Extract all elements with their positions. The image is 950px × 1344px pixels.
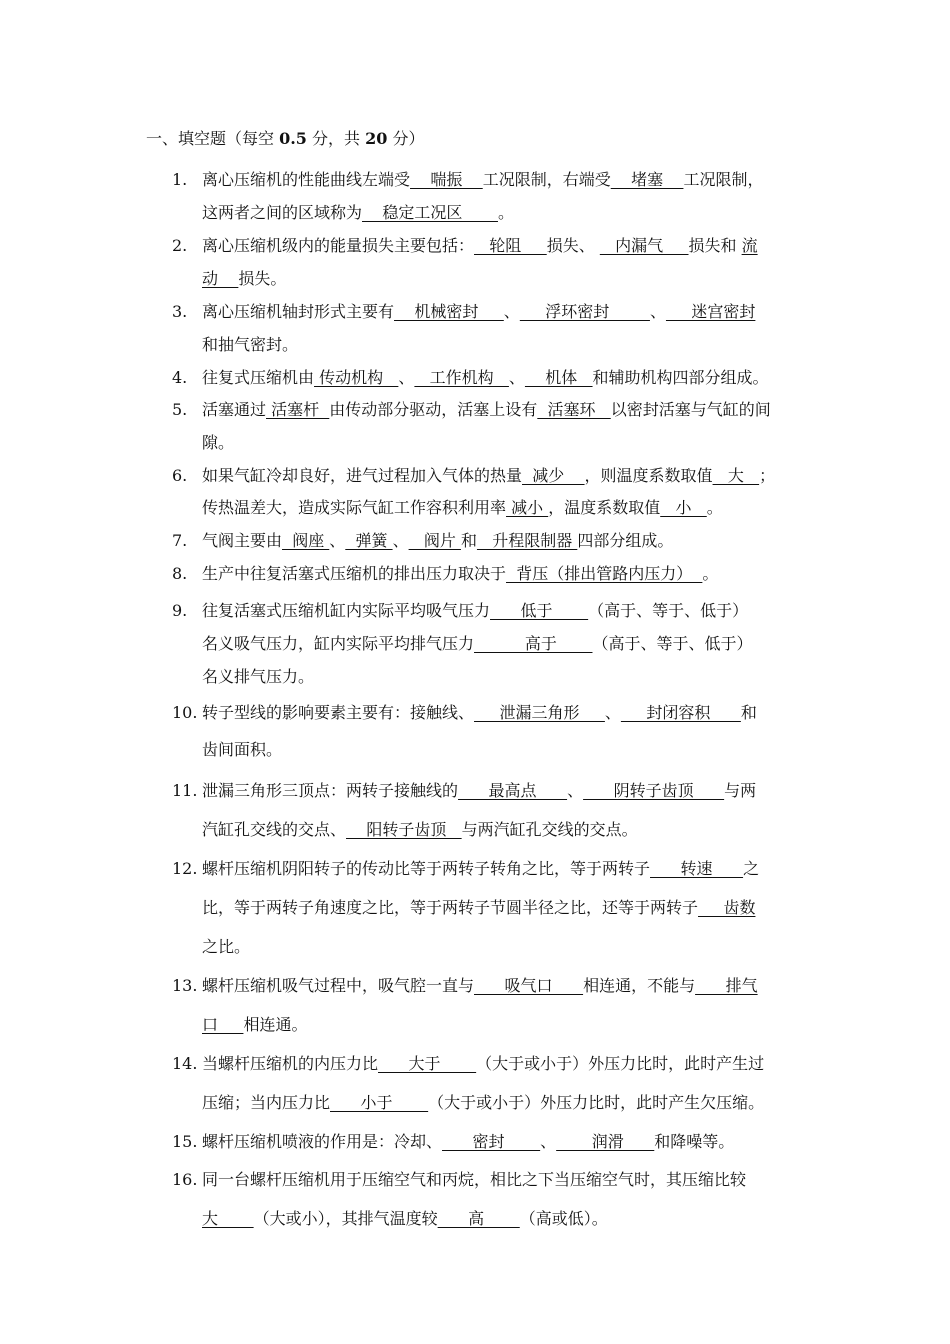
question-number: 16. [172,1170,198,1189]
question-number: 2. [172,236,188,255]
question-text: 往复活塞式压缩机缸内实际平均吸气压力 [202,601,491,620]
question-text: 同一台螺杆压缩机用于压缩空气和丙烷，相比之下当压缩空气时，其压缩比较 [202,1170,747,1189]
question-text: （大或小），其排气温度较 [253,1209,438,1228]
question-line [202,464,775,488]
answer-blank: 吸气口 [474,976,584,995]
answer-blank: 齿数 [698,898,756,917]
answer-blank: 润滑 [556,1132,655,1151]
question-number: 15. [172,1132,198,1151]
answer-blank: 口 [202,1015,244,1034]
section-points-per-blank: 0.5 [279,129,307,148]
section-title-suffix: 分） [387,129,425,148]
answer-blank: 大 [202,1209,254,1228]
question-text: 以密封活塞与气缸的间 [610,400,771,419]
answer-blank: 阀座 [282,531,330,550]
question-line [202,1091,764,1115]
question-text: 名义排气压力。 [202,667,315,686]
question-text: 传热温差大，造成实际气缸工作容积利用率 [202,498,507,517]
answer-blank: 大 [712,466,760,485]
question-text: （高于、等于、低于） [588,601,749,620]
question-line [202,333,298,357]
question-line [202,857,759,881]
answer-blank: 动 [202,269,239,288]
section-total-points: 20 [365,129,388,148]
question-number: 8. [172,564,188,583]
answer-blank: 机械密封 [394,302,504,321]
question-number: 11. [172,781,198,800]
question-line [202,818,638,842]
question-line [202,935,250,959]
answer-blank: 稳定工况区 [362,203,498,222]
answer-blank: 升程限制器 [476,531,578,550]
question-number: 6. [172,466,188,485]
question-line [202,366,769,390]
question-text: 和降噪等。 [654,1132,735,1151]
question-line [202,665,314,689]
question-line [202,779,756,803]
question-text: 、 [503,302,520,321]
answer-blank: 大于 [378,1054,477,1073]
question-text: 泄漏三角形三顶点：两转子接触线的 [202,781,459,800]
question-line [202,562,718,586]
answer-blank: 内漏气 [599,236,689,255]
question-line [202,1207,608,1231]
question-text: 当螺杆压缩机的内压力比 [202,1054,379,1073]
question-text: 与两汽缸孔交线的交点。 [461,820,638,839]
answer-blank: 喘振 [410,170,483,189]
question-text: 螺杆压缩机吸气过程中，吸气腔一直与 [202,976,475,995]
question-text: 名义吸气压力，缸内实际平均排气压力 [202,634,475,653]
question-line [202,599,748,623]
question-text: 隙。 [202,433,235,452]
question-text: 相连通，不能与 [583,976,696,995]
question-text: 、 [508,368,525,387]
question-text: 生产中往复活塞式压缩机的排出压力取决于 [202,564,507,583]
answer-blank: 阴转子齿顶 [583,781,725,800]
answer-blank: 背压（排出管路内压力） [506,564,703,583]
question-text: 离心压缩机的性能曲线左端受 [202,170,411,189]
question-text: （高于、等于、低于） [592,634,753,653]
answer-blank: 小 [660,498,707,517]
question-line [202,1052,764,1076]
answer-blank: 减小 [506,498,549,517]
question-text: 和 [460,531,477,550]
question-line [202,738,282,762]
answer-blank: 工作机构 [414,368,509,387]
question-text: （高或低）。 [519,1209,608,1228]
question-text: 和辅助机构四部分组成。 [592,368,769,387]
question-text: 、 [398,368,415,387]
question-text: （大于或小于）外压力比时，此时产生过 [476,1054,765,1073]
question-number: 12. [172,859,198,878]
question-line [202,701,757,725]
question-text: 损失。 [238,269,287,288]
answer-blank: 减少 [522,466,585,485]
question-text: 转子型线的影响要素主要有：接触线、 [202,703,475,722]
question-text: 压缩；当内压力比 [202,1093,331,1112]
question-text: 螺杆压缩机喷液的作用是：冷却、 [202,1132,443,1151]
question-line [202,201,514,225]
question-text: 、 [567,781,584,800]
question-line [202,974,758,998]
question-text: 活塞通过 [202,400,267,419]
answer-blank: 阀片 [408,531,461,550]
question-text: 与两 [724,781,757,800]
answer-blank: 流 [741,236,758,255]
question-text: ； [759,466,776,485]
question-text: 螺杆压缩机阴阳转子的传动比等于两转子转角之比，等于两转子 [202,859,651,878]
answer-blank: 最高点 [458,781,568,800]
question-number: 9. [172,601,188,620]
answer-blank: 浮环密封 [519,302,650,321]
question-text: 离心压缩机轴封形式主要有 [202,302,395,321]
answer-blank: 轮阻 [474,236,547,255]
section-title-prefix: 一、填空题（每空 [146,129,280,148]
question-text: 和 [740,703,757,722]
question-text: 如果气缸冷却良好，进气过程加入气体的热量 [202,466,523,485]
question-text: 齿间面积。 [202,740,283,759]
section-title-middle: 分，共 [306,129,366,148]
answer-blank: 小于 [330,1093,429,1112]
question-line [202,529,673,553]
question-number: 3. [172,302,188,321]
question-text: 四部分组成。 [577,531,674,550]
answer-blank: 高 [437,1209,520,1228]
answer-blank: 活塞环 [537,400,611,419]
question-text: 比，等于两转子角速度之比，等于两转子节圆半径之比，还等于两转子 [202,898,699,917]
question-text: 、 [329,531,346,550]
question-text: 往复式压缩机由 [202,368,315,387]
answer-blank: 迷宫密封 [665,302,756,321]
question-number: 5. [172,400,188,419]
question-text: （大于或小于）外压力比时，此时产生欠压缩。 [428,1093,765,1112]
question-text: 这两者之间的区域称为 [202,203,363,222]
answer-blank: 堵塞 [610,170,684,189]
question-line [202,896,755,920]
question-line [202,234,758,258]
question-line [202,168,763,192]
question-text: 由传动部分驱动，活塞上设有 [329,400,538,419]
question-text: 离心压缩机级内的能量损失主要包括： [202,236,475,255]
answer-blank: 泄漏三角形 [474,703,605,722]
answer-blank: 排气 [695,976,758,995]
answer-blank: 转速 [650,859,744,878]
question-text: 。 [706,498,723,517]
question-text: 损失、 [546,236,600,255]
question-text: 之 [743,859,760,878]
question-line [202,1013,307,1037]
question-text: 汽缸孔交线的交点、 [202,820,347,839]
question-text: ，温度系数取值 [548,498,661,517]
question-text: 、 [540,1132,557,1151]
answer-blank: 传动机构 [314,368,399,387]
question-line [202,1130,734,1154]
question-line [202,300,755,324]
question-text: 、 [392,531,409,550]
question-line [202,1168,746,1192]
question-text: ，则温度系数取值 [584,466,713,485]
answer-blank: 阳转子齿顶 [346,820,462,839]
question-line [202,632,753,656]
question-text: 、 [649,302,666,321]
question-line [202,496,723,520]
question-text: 相连通。 [243,1015,308,1034]
question-text: 工况限制，右端受 [482,170,611,189]
answer-blank: 机体 [524,368,593,387]
answer-blank: 弹簧 [345,531,393,550]
question-line [202,431,234,455]
question-text: 工况限制， [683,170,764,189]
question-line [202,267,286,291]
question-text: 气阀主要由 [202,531,283,550]
question-line [202,398,771,422]
question-text: 。 [497,203,514,222]
question-number: 4. [172,368,188,387]
answer-blank: 活塞杆 [266,400,330,419]
question-number: 14. [172,1054,198,1073]
question-text: 。 [702,564,719,583]
answer-blank: 低于 [490,601,589,620]
question-number: 1. [172,170,188,189]
question-text: 、 [604,703,621,722]
question-number: 13. [172,976,198,995]
question-text: 损失和 [688,236,742,255]
answer-blank: 高于 [474,634,593,653]
answer-blank: 密封 [442,1132,541,1151]
answer-blank: 封闭容积 [620,703,741,722]
question-number: 10. [172,703,198,722]
question-text: 和抽气密封。 [202,335,299,354]
question-number: 7. [172,531,188,550]
question-text: 之比。 [202,937,251,956]
section-title [146,127,424,151]
